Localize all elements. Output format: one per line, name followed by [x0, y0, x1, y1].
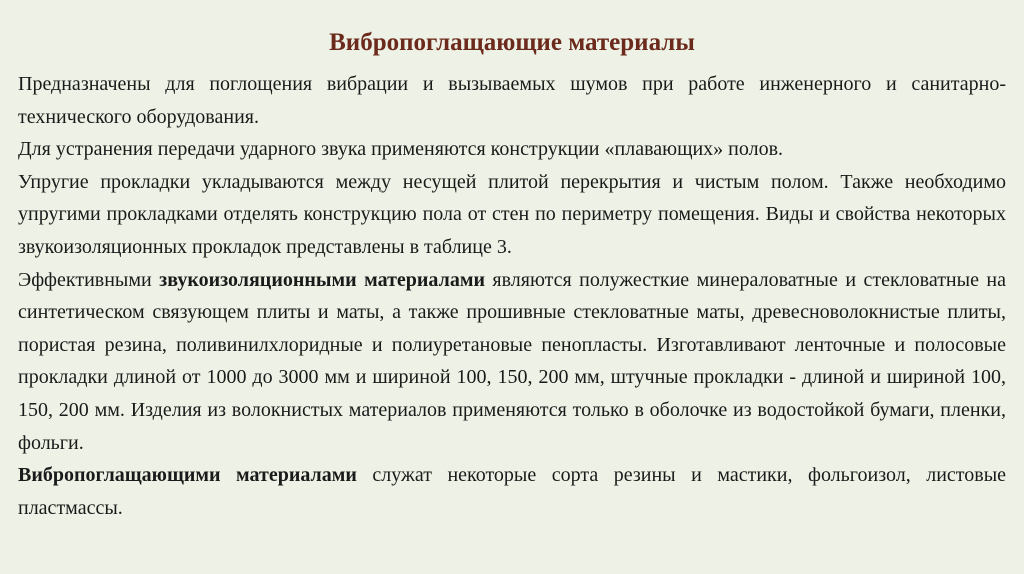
paragraph-purpose: Предназначены для поглощения вибрации и вызываемых шумов при работе инженерного и санитарно-технического оборудования.: [18, 73, 1006, 128]
slide-body: [18, 68, 1006, 524]
bold-term-vibration-damping: Вибропоглащающими материалами: [18, 464, 357, 487]
paragraph-rest-text: являются полужесткие минераловатные и стекловатные на синтетическом связующем плиты и маты, а также прошивные стекловатные маты, древесноволокнистые плиты, пористая резина, поливинилхлоридные и полиуретановые пенопласты. Изготавливают ленточные и полосовые прокладки длиной от 1000 до 3000 мм и шириной 100, 150, 200 мм, штучные прокладки - длиной и шириной 100, 150, 200 мм. Изделия из волокнистых материалов применяются только в оболочке из водостойкой бумаги, пленки, фольги.: [18, 268, 1006, 454]
paragraph-elastic-pads: Упругие прокладки укладываются между несущей плитой перекрытия и чистым полом. Также необходимо упругими прокладками отделять конструкцию пола от стен по периметру помещения. Виды и свойства некоторых звукоизоляционных прокладок представлены в таблице 3.: [18, 170, 1006, 258]
bold-term-soundproofing: звукоизоляционными материалами: [159, 268, 485, 291]
paragraph-lead-text: Эффективными: [18, 268, 160, 291]
paragraph-soundproofing-materials: [18, 264, 1006, 460]
paragraph-rest-text: служат некоторые сорта резины и мастики, фольгоизол, листовые пластмассы.: [18, 464, 1007, 519]
paragraph-floating-floors: Для устранения передачи ударного звука применяются конструкции «плавающих» полов.: [18, 138, 784, 161]
paragraph-vibration-damping-materials: [18, 459, 1006, 524]
slide-title: Вибропоглащающие материалы: [329, 29, 695, 56]
